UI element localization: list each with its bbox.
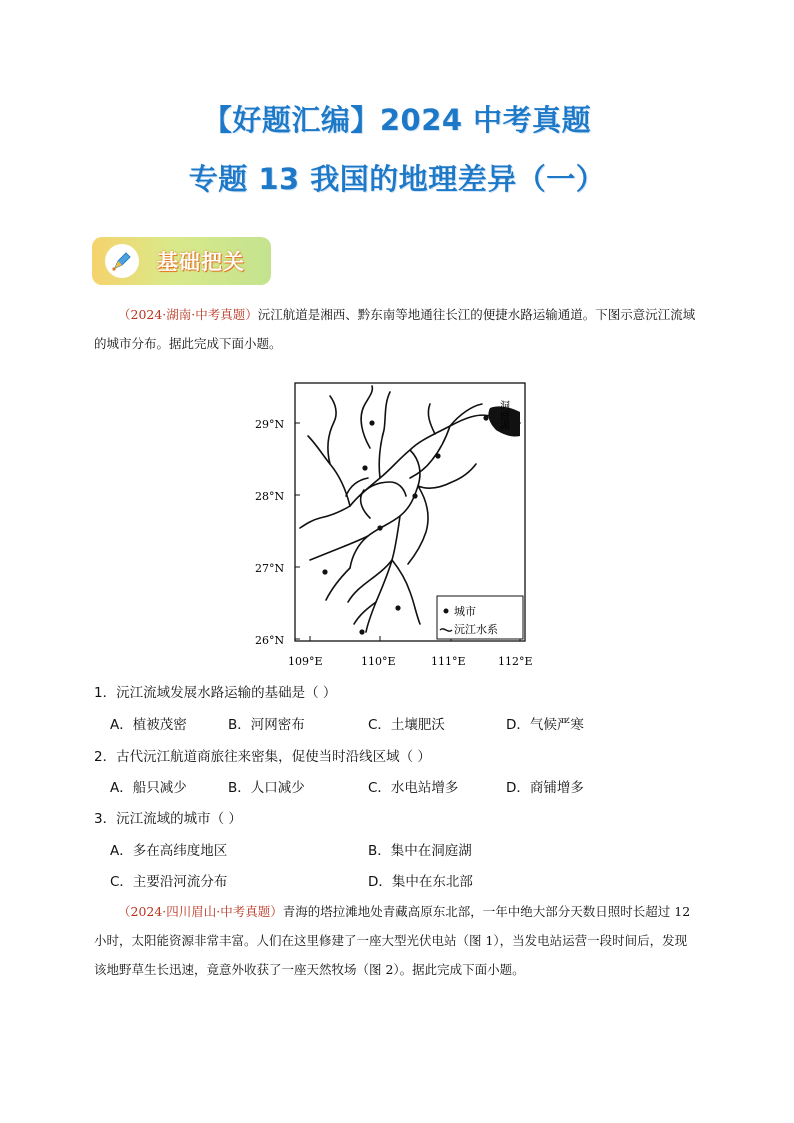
lat-label-28: 28°N <box>255 490 285 503</box>
lon-label-110: 110°E <box>361 655 396 668</box>
lake-label: 洞庭湖 <box>497 400 509 430</box>
passage-2-source: （2024·四川眉山·中考真题） <box>118 904 283 919</box>
legend-city-label: 城市 <box>454 605 476 618</box>
document-title-line2: 专题 13 我国的地理差异（一） <box>188 162 606 196</box>
passage-1-source: （2024·湖南·中考真题） <box>118 307 258 322</box>
question-2-option-a[interactable]: A．船只减少 <box>110 780 187 796</box>
question-3-option-d[interactable]: D．集中在东北部 <box>368 874 473 890</box>
question-2-option-b[interactable]: B．人口减少 <box>228 780 305 796</box>
yuanjiang-basin-map <box>250 378 540 670</box>
section-label: 基础把关 <box>157 250 245 274</box>
question-3-option-c[interactable]: C．主要沿河流分布 <box>110 874 228 890</box>
question-3-option-a[interactable]: A．多在高纬度地区 <box>110 843 228 859</box>
question-1-option-d[interactable]: D．气候严寒 <box>506 717 584 733</box>
legend-river-label: 沅江水系 <box>454 623 498 636</box>
passage-1-text: 沅江航道是湘西、黔东南等地通往长江的便捷水路运输通道。下图示意沅江流域的城市分布。据此完成下面小题。 <box>94 307 696 351</box>
question-1-option-a[interactable]: A．植被茂密 <box>110 717 187 733</box>
lon-label-111: 111°E <box>431 655 466 668</box>
passage-2-text: 青海的塔拉滩地处青藏高原东北部，一年中绝大部分天数日照时长超过 12 小时，太阳能资源非常丰富。人们在这里修建了一座大型光伏电站（图 1），当发电站运营一段时间后，发现该地野草生长迅速，竟意外收获了一座天然牧场（图 2）。据此完成下面小题。 <box>94 904 691 977</box>
question-1-option-c[interactable]: C．土壤肥沃 <box>368 717 445 733</box>
question-2-option-d[interactable]: D．商铺增多 <box>506 780 584 796</box>
passage-1 <box>94 300 696 358</box>
passage-2 <box>94 897 696 984</box>
lat-label-29: 29°N <box>255 418 285 431</box>
question-1-stem: 1．沅江流域发展水路运输的基础是（ ） <box>94 685 337 701</box>
section-badge <box>92 237 271 285</box>
question-3-stem: 3．沅江流域的城市（ ） <box>94 811 242 827</box>
lon-label-109: 109°E <box>288 655 323 668</box>
lon-label-112: 112°E <box>498 655 533 668</box>
question-3-option-b[interactable]: B．集中在洞庭湖 <box>368 843 472 859</box>
question-1-option-b[interactable]: B．河网密布 <box>228 717 305 733</box>
pen-icon <box>105 244 139 278</box>
lat-label-26: 26°N <box>255 634 285 647</box>
question-2-stem: 2．古代沅江航道商旅往来密集，促使当时沿线区域（ ） <box>94 749 431 765</box>
map-legend <box>437 596 523 639</box>
lat-label-27: 27°N <box>255 562 285 575</box>
question-2-option-c[interactable]: C．水电站增多 <box>368 780 459 796</box>
document-title-line1: 【好题汇编】2024 中考真题 <box>202 103 592 137</box>
